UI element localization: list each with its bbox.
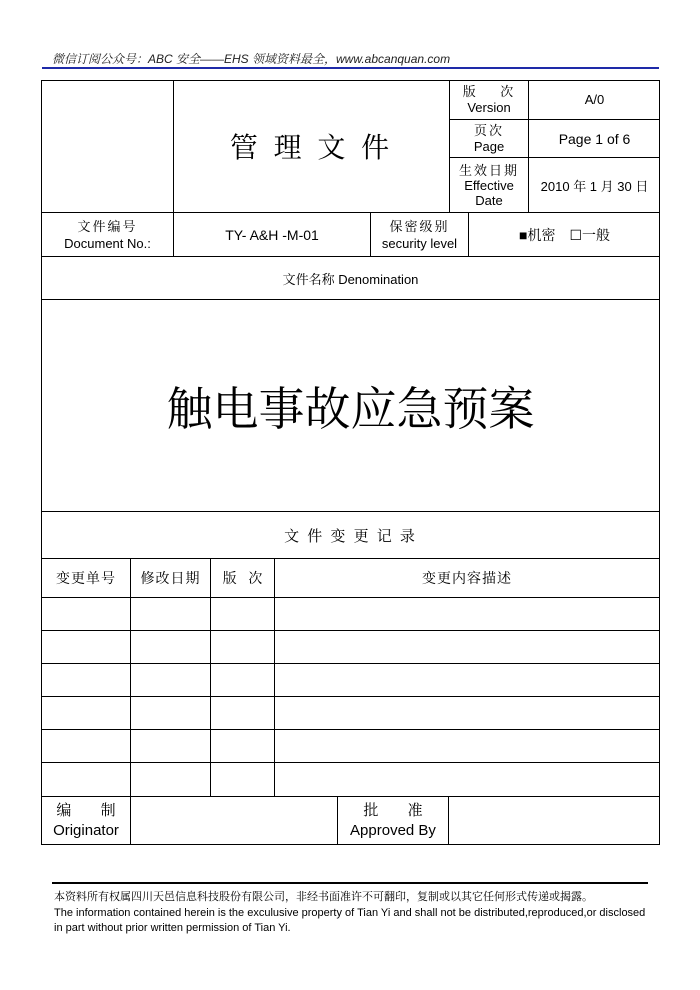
table-row [41, 762, 660, 763]
unchecked-box-icon: ☐ [569, 226, 583, 243]
document-name: 触电事故应急预案 [166, 382, 535, 435]
table-row [41, 597, 660, 598]
document-title: 管 理 文 件 [229, 132, 394, 163]
divider [274, 558, 275, 796]
effective-date-label: 生效日期 Effective Date [458, 162, 519, 208]
originator-label: 编 制 Originator [53, 801, 119, 839]
checked-box-icon: ■ [518, 226, 528, 243]
security-level-label: 保密级别 security level [381, 218, 458, 251]
security-option-confidential[interactable]: ■机密 [518, 226, 556, 243]
divider [130, 558, 131, 796]
security-option-general[interactable]: ☐一般 [569, 226, 611, 243]
column-header: 变更单号 [56, 570, 116, 586]
change-record-title: 文 件 变 更 记 录 [284, 527, 417, 545]
document-no-label: 文件编号 Document No.: [64, 218, 151, 251]
table-row [41, 729, 660, 730]
approved-by-label: 批 准 Approved By [350, 801, 436, 839]
effective-date-value: 2010 年 1 月 30 日 [540, 178, 649, 194]
column-header: 版 次 [222, 570, 263, 586]
footer-rule [52, 882, 648, 884]
change-record-table [42, 559, 659, 796]
header-text: 微信订阅公众号：ABC 安全——EHS 领域资料最全，www.abcanquan.com [52, 52, 451, 66]
column-header: 变更内容描述 [422, 570, 512, 586]
footer-notice-en: The information contained herein is the exculusive property of Tian Yi and shall not be distributed,reproduced,or disclosed in part without prior written permission of Tian Yi. [54, 907, 646, 934]
page-label: 页次 Page [473, 122, 505, 154]
originator-value[interactable] [131, 797, 337, 844]
footer-notice-cn: 本资料所有权属四川天邑信息科技股份有限公司，非经书面准许不可翻印，复制或以其它任何形式传递或揭露。 [54, 891, 593, 903]
approved-by-value[interactable] [449, 797, 659, 844]
page-value: Page 1 of 6 [558, 130, 631, 147]
header-rule [42, 67, 659, 69]
version-value: A/0 [584, 92, 605, 107]
table-row [41, 663, 660, 664]
document-no-value: TY- A&H -M-01 [225, 226, 319, 243]
column-header: 修改日期 [140, 570, 201, 586]
table-row [41, 630, 660, 631]
denomination-label: 文件名称 Denomination [282, 271, 419, 287]
version-label: 版 次 Version [462, 83, 516, 115]
table-row [41, 696, 660, 697]
divider [210, 558, 211, 796]
security-level-options [469, 213, 660, 256]
